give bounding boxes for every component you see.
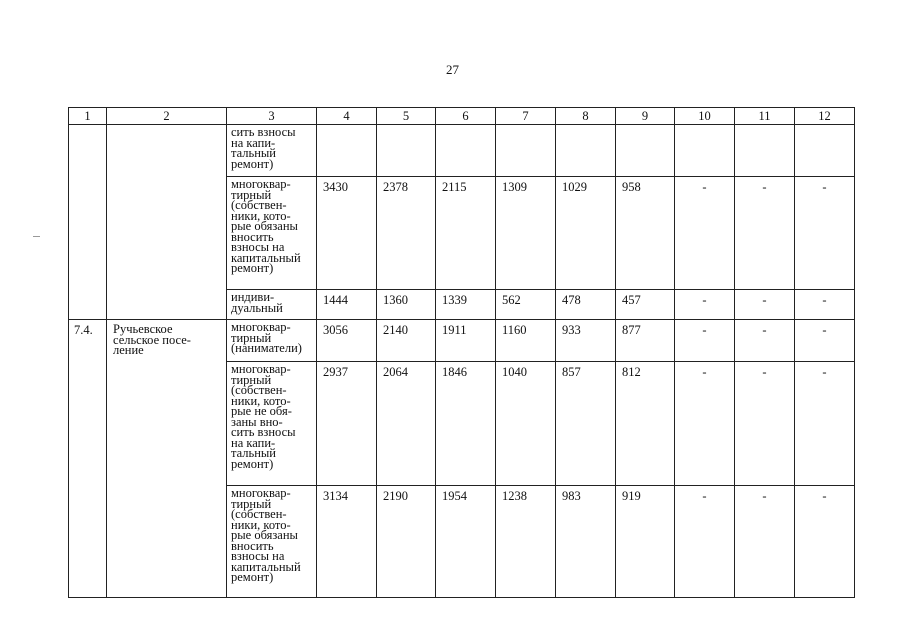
value-cell: 877 <box>616 320 675 362</box>
header-cell: 6 <box>436 108 496 125</box>
row-index <box>69 125 107 320</box>
dash-cell: - <box>735 486 795 598</box>
value-cell <box>496 125 556 177</box>
dash-cell: - <box>795 290 855 320</box>
value-cell: 2378 <box>377 177 436 290</box>
tariff-table <box>68 107 855 598</box>
value-cell: 478 <box>556 290 616 320</box>
value-cell: 457 <box>616 290 675 320</box>
value-cell: 1040 <box>496 362 556 486</box>
dash-cell: - <box>735 290 795 320</box>
value-cell: 3056 <box>317 320 377 362</box>
header-cell: 12 <box>795 108 855 125</box>
dash-cell: - <box>675 177 735 290</box>
row-index: 7.4. <box>69 320 107 598</box>
value-cell: 1954 <box>436 486 496 598</box>
table-row <box>69 320 855 362</box>
value-cell: 958 <box>616 177 675 290</box>
dash-cell: - <box>795 486 855 598</box>
housing-type: многоквар- тирный (собствен- ники, кото- рые не обя- заны вно- сить взносы на капи- тальный ремонт) <box>227 362 317 486</box>
dash-cell: - <box>675 362 735 486</box>
value-cell: 562 <box>496 290 556 320</box>
value-cell <box>556 125 616 177</box>
value-cell: 1911 <box>436 320 496 362</box>
value-cell: 2190 <box>377 486 436 598</box>
settlement-name <box>107 125 227 320</box>
value-cell: 2064 <box>377 362 436 486</box>
housing-type: многоквар- тирный (собствен- ники, кото- рые обязаны вносить взносы на капитальный ремонт) <box>227 177 317 290</box>
value-cell: 2937 <box>317 362 377 486</box>
value-cell <box>317 125 377 177</box>
value-cell <box>436 125 496 177</box>
value-cell: 983 <box>556 486 616 598</box>
value-cell <box>616 125 675 177</box>
housing-type: многоквар- тирный (собствен- ники, кото- рые обязаны вносить взносы на капитальный ремонт) <box>227 486 317 598</box>
table-row <box>69 125 855 177</box>
value-cell: 812 <box>616 362 675 486</box>
value-cell: 1238 <box>496 486 556 598</box>
value-cell: 3430 <box>317 177 377 290</box>
dash-cell <box>735 125 795 177</box>
dash-cell: - <box>735 320 795 362</box>
dash-cell: - <box>795 362 855 486</box>
housing-type: многоквар- тирный (наниматели) <box>227 320 317 362</box>
tariff-table-wrapper <box>68 107 855 598</box>
housing-type: индиви- дуальный <box>227 290 317 320</box>
value-cell: 1360 <box>377 290 436 320</box>
value-cell: 2115 <box>436 177 496 290</box>
value-cell: 2140 <box>377 320 436 362</box>
header-row <box>69 108 855 125</box>
header-cell: 5 <box>377 108 436 125</box>
value-cell: 1160 <box>496 320 556 362</box>
dash-cell: - <box>735 362 795 486</box>
margin-mark <box>33 236 40 237</box>
value-cell: 857 <box>556 362 616 486</box>
value-cell: 1339 <box>436 290 496 320</box>
dash-cell <box>795 125 855 177</box>
dash-cell: - <box>795 177 855 290</box>
housing-type: сить взносы на капи- тальный ремонт) <box>227 125 317 177</box>
header-cell: 11 <box>735 108 795 125</box>
header-cell: 8 <box>556 108 616 125</box>
dash-cell: - <box>675 320 735 362</box>
header-cell: 7 <box>496 108 556 125</box>
value-cell: 919 <box>616 486 675 598</box>
header-cell: 9 <box>616 108 675 125</box>
value-cell: 1846 <box>436 362 496 486</box>
dash-cell: - <box>675 290 735 320</box>
header-cell: 1 <box>69 108 107 125</box>
settlement-name: Ручьевское сельское посе- ление <box>107 320 227 598</box>
value-cell: 1444 <box>317 290 377 320</box>
value-cell <box>377 125 436 177</box>
header-cell: 4 <box>317 108 377 125</box>
page-number: 27 <box>446 62 459 77</box>
header-cell: 10 <box>675 108 735 125</box>
value-cell: 933 <box>556 320 616 362</box>
header-cell: 2 <box>107 108 227 125</box>
dash-cell: - <box>795 320 855 362</box>
value-cell: 1029 <box>556 177 616 290</box>
value-cell: 1309 <box>496 177 556 290</box>
header-cell: 3 <box>227 108 317 125</box>
dash-cell: - <box>735 177 795 290</box>
value-cell: 3134 <box>317 486 377 598</box>
dash-cell: - <box>675 486 735 598</box>
dash-cell <box>675 125 735 177</box>
